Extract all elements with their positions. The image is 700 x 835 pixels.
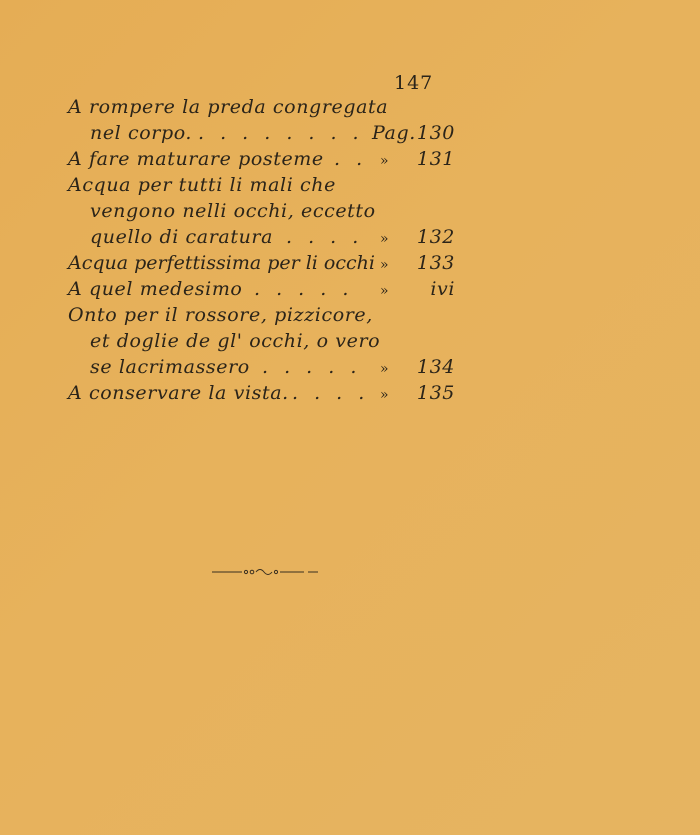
toc-entry-text: nel corpo. [90, 122, 193, 144]
toc-entry-line [0, 174, 700, 200]
page-reference: 130 [416, 122, 455, 144]
leader-dots: . . . . [286, 226, 364, 248]
page-reference: 135 [416, 382, 455, 404]
toc-entry-line [0, 356, 700, 382]
ditto-mark: » [380, 283, 390, 299]
ditto-mark: » [380, 231, 390, 247]
toc-entry-text: Onto per il rossore, pizzicore, [68, 304, 373, 326]
page-number: 147 [394, 72, 434, 94]
page-reference: ivi [430, 278, 455, 300]
page-reference: 133 [416, 252, 455, 274]
toc-entry-text: A rompere la preda congregata [68, 96, 389, 118]
ornament-divider-icon [212, 566, 318, 578]
ditto-mark: » [380, 153, 390, 169]
toc-entry-line [0, 96, 700, 122]
ditto-mark: » [380, 257, 390, 273]
toc-entry-line [0, 330, 700, 356]
toc-entry-text: A quel medesimo [68, 278, 243, 300]
page-reference: 131 [416, 148, 455, 170]
leader-dots: . . . . . [254, 278, 354, 300]
toc-entry-line [0, 148, 700, 174]
toc-entry-line [0, 226, 700, 252]
toc-entry-line [0, 200, 700, 226]
ditto-mark: » [380, 361, 390, 377]
toc-entry-line [0, 304, 700, 330]
toc-entry-text: vengono nelli occhi, eccetto [90, 200, 376, 222]
leader-dots: . . [334, 148, 368, 170]
toc-entry-line [0, 278, 700, 304]
toc-entry-text: A fare maturare posteme [68, 148, 324, 170]
toc-entry-text: se lacrimassero [90, 356, 250, 378]
toc-entry-text: quello di caratura [90, 226, 274, 248]
toc-entry-text: A conservare la vista. [68, 382, 289, 404]
toc-entry-line [0, 252, 700, 278]
page-reference: 134 [416, 356, 455, 378]
toc-entry-text: Acqua per tutti li mali che [68, 174, 336, 196]
toc-entry-line [0, 382, 700, 408]
toc-entry-text: Acqua perfettissima per li occhi [68, 252, 375, 274]
page-abbreviation: Pag. [372, 122, 416, 144]
ditto-mark: » [380, 387, 390, 403]
leader-dots: . . . . . . . . [198, 122, 364, 144]
table-of-contents [0, 96, 700, 416]
toc-entry-text: et doglie de gl' occhi, o vero [90, 330, 381, 352]
page-reference: 132 [416, 226, 455, 248]
leader-dots: . . . . [292, 382, 370, 404]
leader-dots: . . . . . [262, 356, 362, 378]
toc-entry-line [0, 122, 700, 148]
